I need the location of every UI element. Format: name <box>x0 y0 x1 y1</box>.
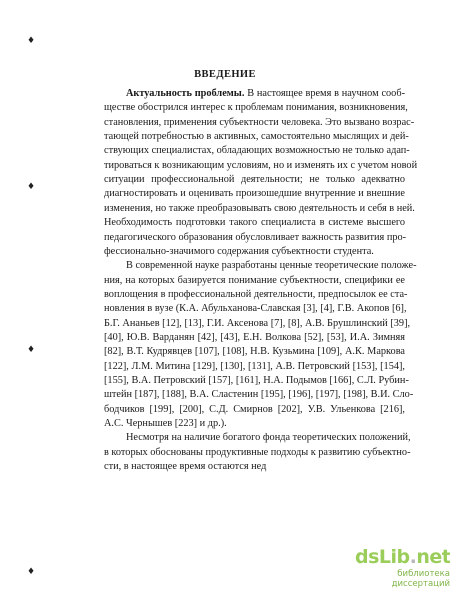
watermark-logo: dsLib.net <box>355 546 450 568</box>
line-text: изменения, но также преобразовывать свою деятельность и себя в ней. <box>104 202 415 214</box>
watermark-subtitle: библиотека диссертаций <box>391 569 450 589</box>
line-text: новления в вузе (К.А. Абульханова-Славская [3], [4], Г.В. Акопов [6], <box>104 303 407 315</box>
line-text: тироваться к возникающим условиям, но и изменять их с учетом новой <box>104 159 418 171</box>
text-line <box>104 388 414 401</box>
margin-mark-upper-mid: ♦ <box>27 182 36 192</box>
line-text: ствующих специалистах, обладающих возможностью не только адап- <box>104 145 410 157</box>
line-text: ситуации профессиональной деятельности; не только адекватно <box>104 174 405 186</box>
text-line <box>104 417 405 430</box>
line-text: В современной науке разработаны ценные теоретические положе- <box>126 260 417 272</box>
text-line <box>104 202 415 215</box>
line-text: В настоящее время в научном сооб- <box>244 88 405 99</box>
text-line <box>104 403 405 416</box>
text-line <box>104 144 410 157</box>
text-line <box>104 317 411 330</box>
margin-mark-top: ♦ <box>27 36 36 46</box>
line-text: сти, в настоящее время остаются нед <box>104 461 267 473</box>
section-heading: ВВЕДЕНИЕ <box>194 69 256 80</box>
line-text: штейн [187], [188], В.А. Сластенин [195], [196], [197], [198], В.И. Сло- <box>104 389 414 401</box>
text-line <box>104 216 405 229</box>
line-text: диагностировать и оценивать произошедшие внутренние и внешние <box>104 188 405 200</box>
line-text: педагогического образования обусловливает важность развития про- <box>104 231 407 243</box>
text-line <box>104 288 408 301</box>
text-line <box>126 259 417 272</box>
text-line <box>104 360 405 373</box>
text-line <box>104 159 418 172</box>
text-line <box>104 187 405 200</box>
text-line <box>126 431 411 444</box>
text-line <box>104 231 405 244</box>
watermark <box>349 546 450 589</box>
line-text: ществе обострился интерес к проблемам понимания, возникновения, <box>104 102 408 114</box>
line-text: Необходимость подготовки такого специалиста в системе высшего <box>104 217 405 229</box>
line-text: тающей потребностью в активных, самостоятельно мыслящих и дей- <box>104 131 409 143</box>
line-text: становления, применения субъектности человека. Это вызвано возрас- <box>104 116 415 128</box>
text-line <box>104 446 411 459</box>
text-line <box>104 173 405 186</box>
line-text: [122], Л.М. Митина [129], [130], [131], А.В. Петровский [153], [154], <box>104 360 405 372</box>
line-text: фессионально-значимого содержания субъектности студента. <box>104 245 374 257</box>
line-text: воплощения в профессиональной деятельности, предпосылок ее ста- <box>104 288 408 300</box>
text-line <box>104 331 405 344</box>
margin-mark-bottom: ♦ <box>27 567 36 577</box>
line-text: [82], В.Т. Кудрявцев [107], [108], Н.В. Кузьмина [109], А.К. Маркова <box>104 346 405 358</box>
text-line <box>104 245 405 258</box>
line-text: в которых обоснованы продуктивные подходы к развитию субъектно- <box>104 446 411 458</box>
line-text: А.С. Чернышев [223] и др.). <box>104 418 227 430</box>
line-text: ния, на которых базируется понимание субъектности, специфики ее <box>104 274 405 286</box>
text-line <box>104 130 409 143</box>
line-text: [40], Ю.В. Варданян [42], [43], Е.Н. Волкова [52], [53], И.А. Зимняя <box>104 331 405 343</box>
margin-mark-lower-mid: ♦ <box>27 345 36 355</box>
text-line <box>104 116 415 129</box>
text-line <box>104 345 405 358</box>
line-text: Несмотря на наличие богатого фонда теоретических положений, <box>126 432 411 444</box>
text-line <box>126 87 405 100</box>
text-line <box>104 460 405 473</box>
text-line <box>104 101 408 114</box>
line-text: бодчиков [199], [200], С.Д. Смирнов [202], У.В. Ульенкова [216], <box>104 403 405 415</box>
text-line <box>104 374 409 387</box>
text-line <box>104 302 405 315</box>
bold-lead: Актуальность проблемы. <box>126 88 245 99</box>
line-text: [155], В.А. Петровский [157], [161], Н.А. Подымов [166], С.Л. Рубин- <box>104 375 409 386</box>
text-line <box>104 274 405 287</box>
line-text: Б.Г. Ананьев [12], [13], Г.И. Аксенова [7], [8], А.В. Брушлинский [39], <box>104 317 411 329</box>
